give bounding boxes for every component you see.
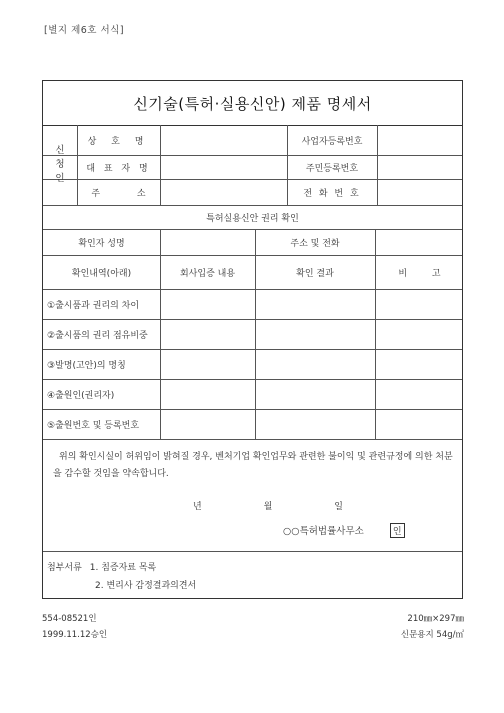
day-label: 일 [334,501,343,512]
section-title: 특허실용신안 권리 확인 [206,213,299,224]
table-header-items: 확인내역(아래) [71,268,132,279]
table-header-result: 확인 결과 [296,268,334,279]
representative-label: 대 표 자 명 [86,163,151,174]
table-header-remarks: 비 고 [398,268,441,279]
company-name-field[interactable] [160,125,287,155]
table-row-label: ④출원인(권리자) [47,390,115,401]
business-reg-number-field[interactable] [377,125,464,155]
table-row-label: ①출시품과 권리의 차이 [47,300,140,311]
table-row-label: ②출시품의 권리 점유비중 [47,330,148,341]
product-specification-form [42,80,463,599]
verifier-name-label: 확인자 성명 [78,238,125,249]
table-row-label: ⑤출원번호 및 등록번호 [47,420,140,431]
form-code: 554-08521인 [42,614,97,624]
verifier-name-field[interactable] [160,229,255,255]
address-field[interactable] [160,179,287,205]
table-header-company-proof: 회사입증 내용 [179,268,236,279]
address-label: 주 소 [91,188,146,199]
approval-date: 1999.11.12승인 [42,630,108,640]
attachment-item: 2. 변리사 감정결과의견서 [95,580,197,591]
table-row-label: ③발명(고안)의 명칭 [47,360,126,371]
applicant-label-char: 신 [55,145,65,156]
applicant-label-char: 인 [55,173,65,184]
paper-size: 210㎜×297㎜ [407,614,464,624]
paper-type: 신문용지 54g/㎡ [400,630,464,640]
pledge-statement: 위의 확인시실이 허위임이 밝혀질 경우, 벤처기업 확인업무와 관련한 불이익 및 관련규정에 의한 처분을 감수할 것임을 약속합니다. [53,452,453,479]
resident-reg-number-field[interactable] [377,155,464,179]
business-reg-number-label: 사업자등록번호 [301,136,363,147]
signer-name: ○○특허법률사무소 [283,526,364,537]
phone-field[interactable] [377,179,464,205]
attachments-label: 첨부서류 [47,562,82,573]
verifier-contact-label: 주소 및 전화 [290,238,340,249]
attachment-item: 1. 침증자료 목록 [89,562,157,573]
date-line[interactable] [193,497,343,513]
signer-line [283,521,453,539]
representative-field[interactable] [160,155,287,179]
month-label: 월 [263,501,273,512]
resident-reg-number-label: 주민등록번호 [305,163,359,174]
applicant-label-char: 청 [55,159,65,170]
phone-label: 전 화 번 호 [303,188,361,199]
form-title: 신기술(특허·실용신안) 제품 명세서 [43,81,462,126]
year-label: 년 [193,501,202,512]
attachments-line-1 [43,559,343,573]
seal-mark: 인 [390,523,405,538]
applicant-group-label [43,125,77,205]
verifier-contact-field[interactable] [375,229,464,255]
company-name-label: 상 호 명 [87,136,150,147]
form-number-tag: [별지 제6호 서식] [44,25,125,36]
